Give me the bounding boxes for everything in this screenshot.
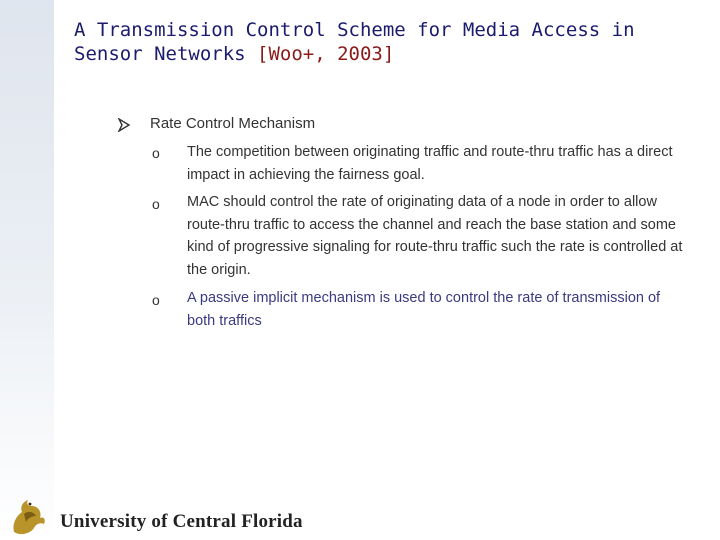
title-citation: [Woo+, 2003] bbox=[257, 43, 395, 65]
sub-bullet-3: A passive implicit mechanism is used to control the rate of transmission of both traffics bbox=[187, 290, 661, 329]
sub-bullet-marker-1: o bbox=[152, 145, 160, 161]
sub-bullet-2: MAC should control the rate of originating data of a node in order to allow route-thru traffic to access the channel and reach the base station and some kind of progressive signaling for route-thru traffic such the rate is controlled at the origin. bbox=[187, 194, 683, 278]
sub-bullet-1: The competition between originating traffic and route-thru traffic has a direct impact in achieving the fairness goal. bbox=[187, 144, 673, 183]
ucf-wordmark bbox=[60, 511, 303, 533]
sub-bullet-marker-2: o bbox=[152, 196, 160, 212]
ucf-wordmark-university: University bbox=[60, 511, 152, 532]
pegasus-icon bbox=[6, 494, 50, 538]
sub-bullet-marker-3: o bbox=[152, 292, 160, 308]
left-decorative-band bbox=[0, 0, 54, 540]
title-line-2: Sensor Networks bbox=[74, 43, 258, 65]
ucf-wordmark-of: of bbox=[151, 511, 173, 532]
arrowhead-bullet-icon bbox=[117, 118, 131, 132]
title-line-1: A Transmission Control Scheme for Media Access in bbox=[74, 19, 635, 41]
slide-title bbox=[74, 18, 694, 66]
ucf-wordmark-central-florida: Central Florida bbox=[172, 511, 303, 532]
bullet-rate-control: Rate Control Mechanism bbox=[150, 115, 316, 132]
ucf-logo bbox=[6, 494, 316, 540]
